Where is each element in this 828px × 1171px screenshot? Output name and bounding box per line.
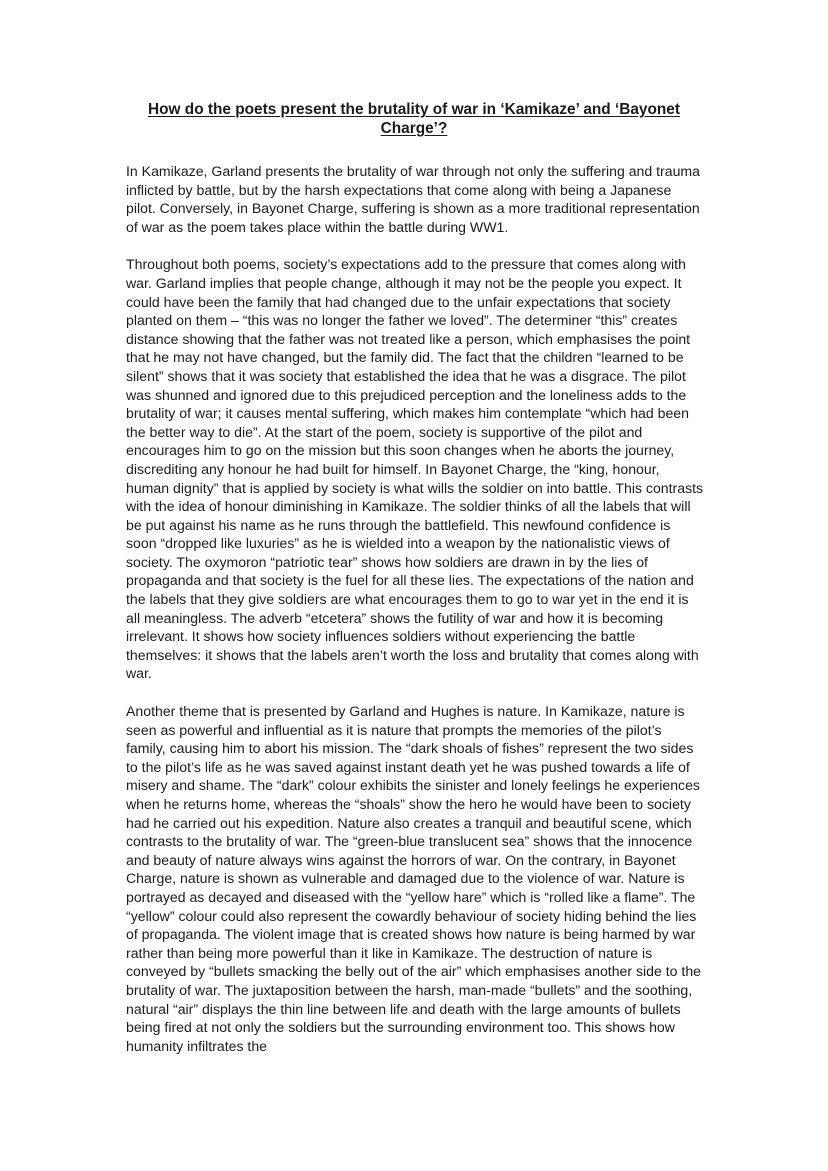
- paragraph-society-expectations: Throughout both poems, society’s expectations add to the pressure that comes along with war. Garland implies that people change, although it may not be the people you expect. It could have been the family that had changed due to the unfair expectations that society planted on them – “this was no longer the father we loved”. The determiner “this” creates distance showing that the father was not treated like a person, which emphasises the point that he may not have changed, but the family did. The fact that the children “learned to be silent” shows that it was society that established the idea that he was a disgrace. The pilot was shunned and ignored due to this prejudiced perception and the loneliness adds to the brutality of war; it causes mental suffering, which makes him contemplate “which had been the better way to die”. At the start of the poem, society is supportive of the pilot and encourages him to go on the mission but this soon changes when he aborts the journey, discrediting any honour he had built for himself. In Bayonet Charge, the “king, honour, human dignity” that is applied by society is what wills the soldier on into battle. This contrasts with the idea of honour diminishing in Kamikaze. The soldier thinks of all the labels that will be put against his name as he runs through the battlefield. This newfound confidence is soon “dropped like luxuries” as he is wielded into a weapon by the nationalistic views of society. The oxymoron “patriotic tear” shows how soldiers are drawn in by the lies of propaganda and that society is the fuel for all these lies. The expectations of the nation and the labels that they give soldiers are what encourages them to go to war yet in the end it is all meaningless. The adverb “etcetera” shows the futility of war and how it is becoming irrelevant. It shows how society influences soldiers without experiencing the battle themselves: it shows that the labels aren’t worth the loss and brutality that comes along with war.: [126, 256, 704, 682]
- document-body: [126, 162, 704, 1074]
- document-title: How do the poets present the brutality of war in ‘Kamikaze’ and ‘Bayonet Charge’?: [148, 101, 680, 137]
- paragraph-intro: In Kamikaze, Garland presents the brutality of war through not only the suffering and trauma inflicted by battle, but by the harsh expectations that come along with being a Japanese pilot. Conversely, in Bayonet Charge, suffering is shown as a more traditional representation of war as the poem takes place within the battle during WW1.: [126, 163, 700, 235]
- paragraph-nature: Another theme that is presented by Garland and Hughes is nature. In Kamikaze, nature is seen as powerful and influential as it is nature that prompts the memories of the pilot’s family, causing him to abort his mission. The “dark shoals of fishes” represent the two sides to the pilot’s life as he was saved against instant death yet he was pushed towards a life of misery and shame. The “dark” colour exhibits the sinister and lonely feelings he experiences when he returns home, whereas the “shoals” show the hero he would have been to society had he carried out his expedition. Nature also creates a tranquil and beautiful scene, which contrasts to the brutality of war. The “green-blue translucent sea” shows that the innocence and beauty of nature always wins against the horrors of war. On the contrary, in Bayonet Charge, nature is shown as vulnerable and damaged due to the violence of war. Nature is portrayed as decayed and diseased with the “yellow hare” which is “rolled like a flame”. The “yellow” colour could also represent the cowardly behaviour of society hiding behind the lies of propaganda. The violent image that is created shows how nature is being harmed by war rather than being more powerful than it like in Kamikaze. The destruction of nature is conveyed by “bullets smacking the belly out of the air” which emphasises another side to the brutality of war. The juxtaposition between the harsh, man-made “bullets” and the soothing, natural “air” displays the thin line between life and death with the large amounts of bullets being fired at not only the soldiers but the surrounding environment too. This shows how humanity infiltrates the: [126, 703, 702, 1054]
